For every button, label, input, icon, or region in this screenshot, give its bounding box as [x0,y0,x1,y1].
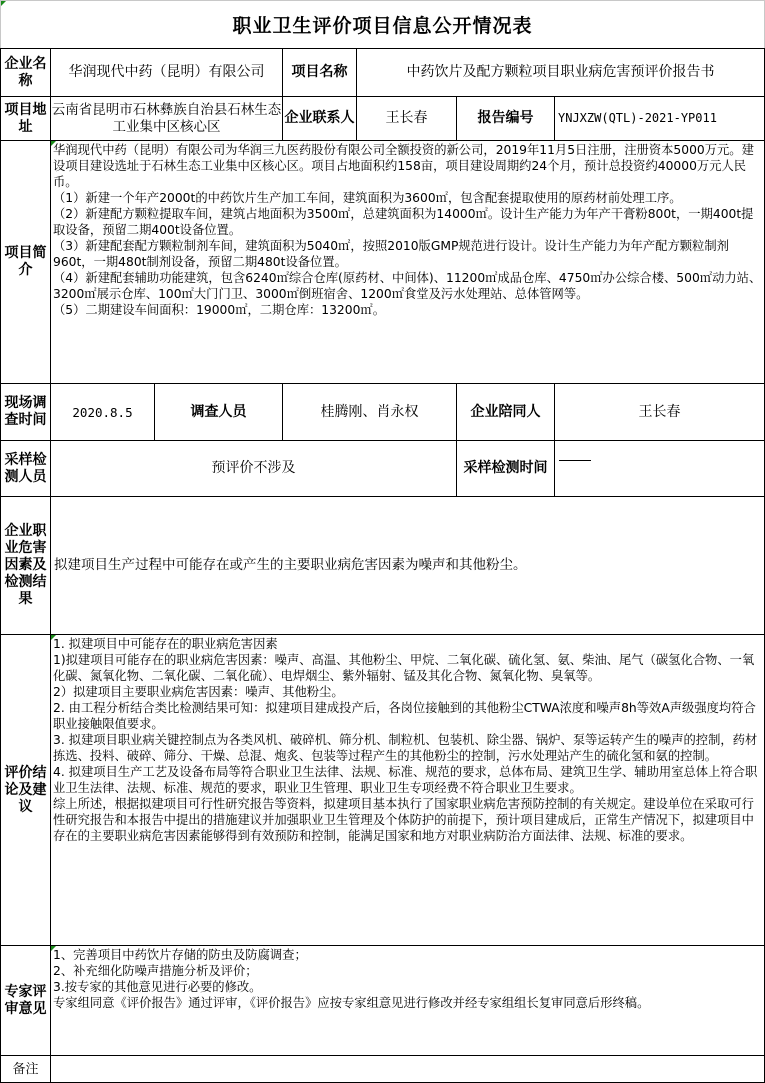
conclusion-paragraph: 4. 拟建项目生产工艺及设备布局等符合职业卫生法律、法规、标准、规范的要求，总体布局、建筑卫生学、辅助用室总体上符合职业卫生法律、法规、标准、规范的要求，职业卫生管理、职业卫生专项经费不符合职业卫生要求。 [53,765,758,795]
cell-comment-marker [51,635,56,640]
address-label: 项目地址 [0,96,51,141]
conclusion-label: 评价结论及建议 [0,634,51,946]
project-name-label: 项目名称 [282,48,357,97]
survey-time-label: 现场调查时间 [0,383,51,441]
intro-text [50,140,765,384]
project-name-value: 中药饮片及配方颗粒项目职业病危害预评价报告书 [356,48,765,97]
cell-comment-marker [51,141,56,146]
sampling-time-label: 采样检测时间 [456,440,555,497]
sampling-time-value [554,440,765,497]
conclusion-paragraph: 2. 由工程分析结合类比检测结果可知：拟建项目建成投产后，各岗位接触到的其他粉尘CTWA浓度和噪声8h等效A声级强度均符合职业接触限值要求。 [53,701,756,731]
remark-value [50,1055,765,1083]
contact-value: 王长春 [356,96,457,141]
conclusion-paragraph: 1. 拟建项目中可能存在的职业病危害因素 [53,637,278,651]
address-value: 云南省昆明市石林彝族自治县石林生态工业集中区核心区 [50,96,283,141]
contact-label: 企业联系人 [282,96,357,141]
hazards-label: 企业职业危害因素及检测结果 [0,496,51,635]
page-title: 职业卫生评价项目信息公开情况表 [232,14,533,37]
intro-paragraph: 华润现代中药（昆明）有限公司为华润三九医药股份有限公司全额投资的新公司，2019年11月5日注册，注册资本5000万元。建设项目建设选址于石林生态工业集中区核心区。项目占地面积约158亩，项目建设周期约24个月，预计总投资约40000万元人民币。 [53,143,754,189]
expert-paragraph: 3.按专家的其他意见进行必要的修改。 [53,980,262,994]
expert-paragraph: 2、补充细化防噪声措施分析及评价； [53,964,258,978]
remark-label: 备注 [0,1055,51,1083]
conclusion-paragraph: 综上所述，根据拟建项目可行性研究报告等资料，拟建项目基本执行了国家职业病危害预防控制的有关规定。建设单位在采取可行性研究报告和本报告中提出的措施建议并加强职业卫生管理及个体防护的前提下，预计项目建成后，正常生产情况下，拟建项目中存在的主要职业病危害因素能够得到有效预防和控制，能满足国家和地方对职业病防治方面法律、法规、标准的要求。 [53,797,754,843]
intro-paragraph: （3）新建配套配方颗粒制剂车间，建筑面积为5040㎡，按照2010版GMP规范进行设计。设计生产能力为年产配方颗粒制剂960t，一期480t制剂设备，预留二期480t设备位置。 [53,239,729,269]
intro-label: 项目简介 [0,140,51,384]
sampling-time-dash [559,460,591,478]
sampling-staff-value: 预评价不涉及 [50,440,457,497]
hazards-text: 拟建项目生产过程中可能存在或产生的主要职业病危害因素为噪声和其他粉尘。 [50,496,765,635]
conclusion-paragraph: 1)拟建项目可能存在的职业病危害因素：噪声、高温、其他粉尘、甲烷、二氧化碳、硫化氢、氨、柴油、尾气（碳氢化合物、一氧化碳、氮氧化物、二氧化碳、二氧化硫）、电焊烟尘、紫外辐射、锰及其化合物、氮氧化物、臭氧等。 [53,653,755,683]
expert-text [50,945,765,1056]
report-no-value: YNJXZW(QTL)-2021-YP011 [554,96,765,141]
company-label: 企业名称 [0,48,51,97]
expert-paragraph: 1、完善项目中药饮片存储的防虫及防腐调查； [53,948,307,962]
company-value: 华润现代中药（昆明）有限公司 [50,48,283,97]
survey-staff-label: 调查人员 [154,383,283,441]
cell-comment-marker [51,946,56,951]
expert-label: 专家评审意见 [0,945,51,1056]
expert-paragraph: 专家组同意《评价报告》通过评审，《评价报告》应按专家组意见进行修改并经专家组组长复审同意后形终稿。 [53,996,650,1010]
conclusion-paragraph: 3. 拟建项目职业病关键控制点为各类风机、破碎机、筛分机、制粒机、包装机、除尘器、锅炉、泵等运转产生的噪声的控制，药材拣选、投料、破碎、筛分、干燥、总混、炮炙、包装等过程产生的其他粉尘的控制，污水处理站产生的硫化氢和氨的控制。 [53,733,758,763]
sampling-staff-label: 采样检测人员 [0,440,51,497]
survey-time-value: 2020.8.5 [50,383,155,441]
intro-paragraph: （4）新建配套辅助功能建筑，包含6240㎡综合仓库(原药材、中间体)、11200㎡成品仓库、4750㎡办公综合楼、500㎡动力站、3200㎡展示仓库、100㎡大门门卫、3000㎡倒班宿舍、1200㎡食堂及污水处理站、总体管网等。 [53,271,762,301]
escort-label: 企业陪同人 [456,383,555,441]
survey-staff-value: 桂腾刚、肖永权 [282,383,457,441]
report-no-label: 报告编号 [456,96,555,141]
intro-paragraph: （2）新建配方颗粒提取车间，建筑占地面积为3500㎡，总建筑面积为14000㎡。设计生产能力为年产干膏粉800t，一期400t提取设备，预留二期400t设备位置。 [53,207,754,237]
escort-value: 王长春 [554,383,765,441]
intro-paragraph: （1）新建一个年产2000t的中药饮片生产加工车间，建筑面积为3600㎡，包含配套提取使用的原药材前处理工序。 [53,191,682,205]
conclusion-text [50,634,765,946]
conclusion-paragraph: 2）拟建项目主要职业病危害因素：噪声、其他粉尘。 [53,685,344,699]
intro-paragraph: （5）二期建设车间面积：19000㎡，二期仓库：13200㎡。 [53,303,385,317]
